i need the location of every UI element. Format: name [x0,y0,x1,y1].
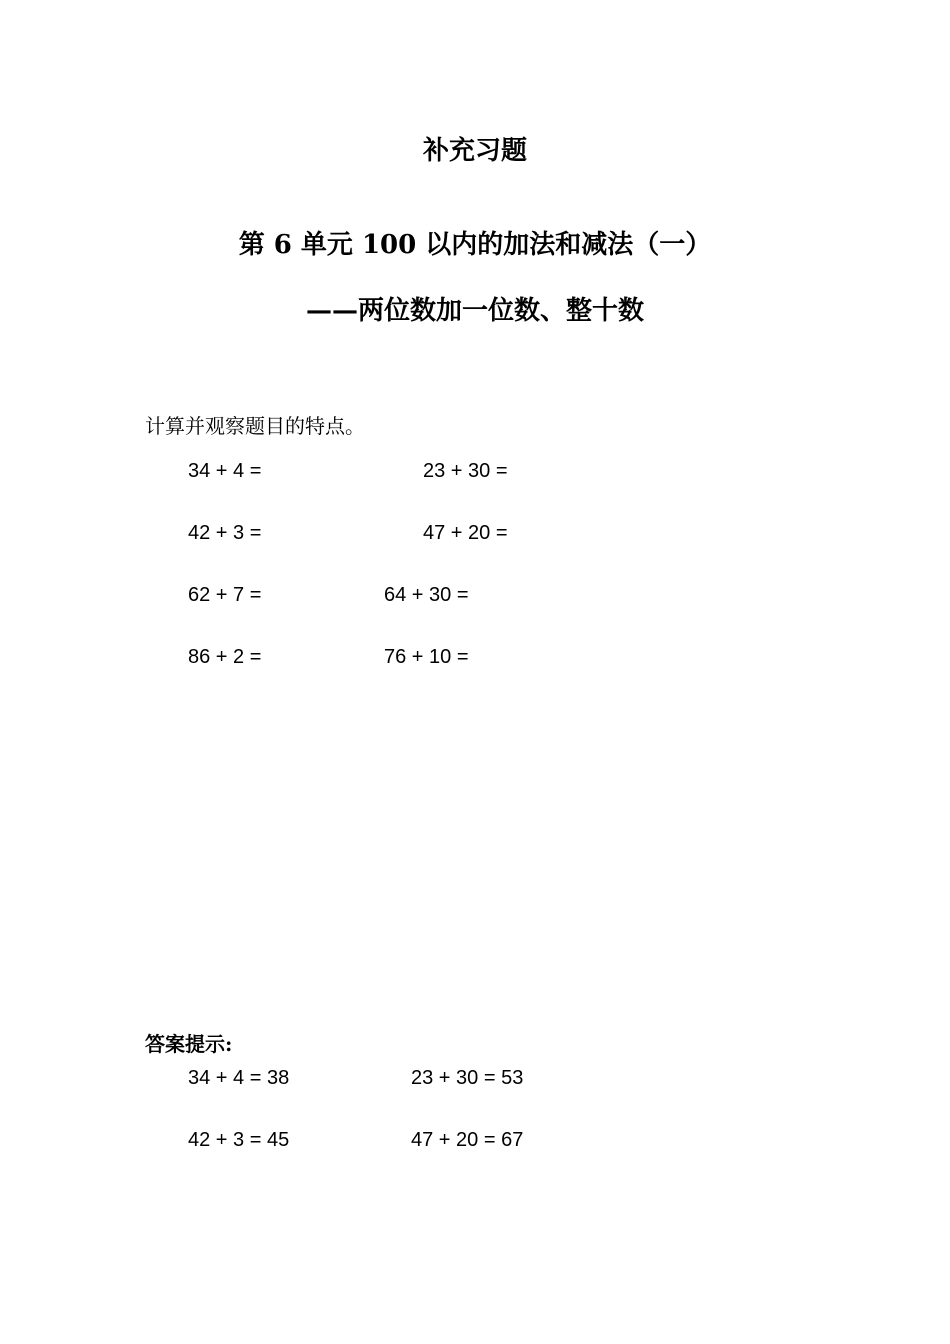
exercise-item: 86 + 2 = [188,646,262,668]
exercise-item: 76 + 10 = [384,646,469,668]
exercise-item: 47 + 20 = [423,522,508,544]
answer-item: 23 + 30 = 53 [411,1067,524,1089]
exercise-item: 42 + 3 = [188,522,262,544]
exercise-item: 62 + 7 = [188,584,262,606]
unit-title: 第 6 单元 100 以内的加法和减法（一） [238,230,712,260]
answer-item: 34 + 4 = 38 [188,1067,290,1089]
exercise-item: 64 + 30 = [384,584,469,606]
answer-item: 47 + 20 = 67 [411,1129,524,1151]
answer-heading: 答案提示: [145,1032,233,1056]
page-title: 补充习题 [422,136,527,166]
exercise-item: 23 + 30 = [423,460,508,482]
lesson-subtitle: ——两位数加一位数、整十数 [305,296,644,326]
answer-item: 42 + 3 = 45 [188,1129,290,1151]
exercise-item: 34 + 4 = [188,460,262,482]
exercise-instruction: 计算并观察题目的特点。 [145,414,365,438]
